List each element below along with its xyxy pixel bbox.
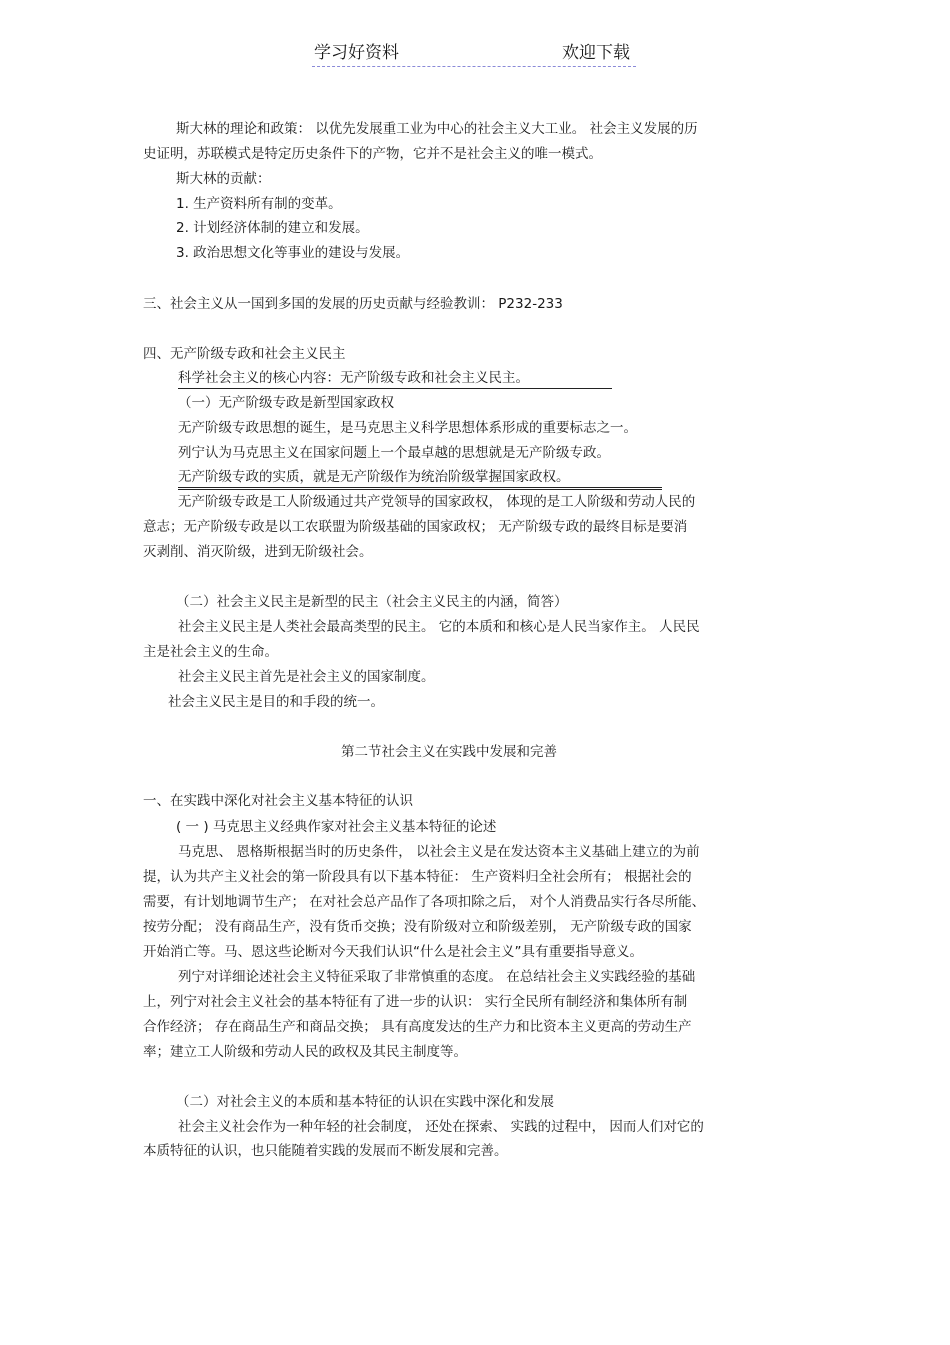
text-line: 需要，有计划地调节生产； 在对社会总产品作了各项扣除之后， 对个人消费品实行各尽所能、 xyxy=(143,894,706,910)
header-left-text: 学习好资料 xyxy=(314,43,399,63)
page-header xyxy=(312,42,636,67)
text-line: 一、在实践中深化对社会主义基本特征的认识 xyxy=(143,793,413,809)
text-line: 第二节社会主义在实践中发展和完善 xyxy=(341,744,557,760)
text-line: 3. 政治思想文化等事业的建设与发展。 xyxy=(176,245,410,261)
text-line: 史证明，苏联模式是特定历史条件下的产物，它并不是社会主义的唯一模式。 xyxy=(143,146,602,162)
text-line: 斯大林的贡献： xyxy=(176,171,271,187)
text-line: 科学社会主义的核心内容：无产阶级专政和社会主义民主。 xyxy=(178,369,612,389)
text-line: 四、无产阶级专政和社会主义民主 xyxy=(143,346,346,362)
text-line: 2. 计划经济体制的建立和发展。 xyxy=(176,220,369,236)
text-line: 1. 生产资料所有制的变革。 xyxy=(176,196,342,212)
text-line: 无产阶级专政是工人阶级通过共产党领导的国家政权， 体现的是工人阶级和劳动人民的 xyxy=(178,494,696,510)
text-line: 灭剥削、消灭阶级，进到无阶级社会。 xyxy=(143,544,373,560)
text-line: 按劳分配； 没有商品生产，没有货币交换；没有阶级对立和阶级差别， 无产阶级专政的国家 xyxy=(143,919,692,935)
text-line: 合作经济； 存在商品生产和商品交换； 具有高度发达的生产力和比资本主义更高的劳动生产 xyxy=(143,1019,692,1035)
text-line: 上，列宁对社会主义社会的基本特征有了进一步的认识： 实行全民所有制经济和集体所有制 xyxy=(143,994,688,1010)
text-line: 无产阶级专政的实质，就是无产阶级作为统治阶级掌握国家政权。 xyxy=(178,468,662,490)
text-line: （一）无产阶级专政是新型国家政权 xyxy=(178,395,394,411)
text-line: 无产阶级专政思想的诞生，是马克思主义科学思想体系形成的重要标志之一。 xyxy=(178,420,637,436)
text-line: 意志；无产阶级专政是以工农联盟为阶级基础的国家政权； 无产阶级专政的最终目标是要消 xyxy=(143,519,688,535)
text-line: 社会主义民主是目的和手段的统一。 xyxy=(168,694,384,710)
text-line: 率；建立工人阶级和劳动人民的政权及其民主制度等。 xyxy=(143,1044,467,1060)
text-line: 斯大林的理论和政策： 以优先发展重工业为中心的社会主义大工业。 社会主义发展的历 xyxy=(176,121,698,137)
text-line: 三、社会主义从一国到多国的发展的历史贡献与经验教训： P232-233 xyxy=(143,296,563,312)
text-line: 社会主义社会作为一种年轻的社会制度， 还处在探索、 实践的过程中， 因而人们对它的 xyxy=(178,1119,704,1135)
text-line: 主是社会主义的生命。 xyxy=(143,644,278,660)
text-line: 开始消亡等。马、恩这些论断对今天我们认识“什么是社会主义”具有重要指导意义。 xyxy=(143,944,643,960)
text-line: 列宁对详细论述社会主义特征采取了非常慎重的态度。 在总结社会主义实践经验的基础 xyxy=(178,969,696,985)
text-line: 提，认为共产主义社会的第一阶段具有以下基本特征： 生产资料归全社会所有； 根据社会的 xyxy=(143,869,692,885)
text-line: ( 一 ) 马克思主义经典作家对社会主义基本特征的论述 xyxy=(176,819,497,835)
text-line: （二）社会主义民主是新型的民主（社会主义民主的内涵，简答） xyxy=(176,594,568,610)
text-line: 列宁认为马克思主义在国家问题上一个最卓越的思想就是无产阶级专政。 xyxy=(178,445,610,461)
text-line: 马克思、 恩格斯根据当时的历史条件， 以社会主义是在发达资本主义基础上建立的为前 xyxy=(178,844,700,860)
header-right-text: 欢迎下载 xyxy=(562,43,630,63)
text-line: 社会主义民主首先是社会主义的国家制度。 xyxy=(178,669,435,685)
text-line: 社会主义民主是人类社会最高类型的民主。 它的本质和和核心是人民当家作主。 人民民 xyxy=(178,619,700,635)
text-line: 本质特征的认识，也只能随着实践的发展而不断发展和完善。 xyxy=(143,1143,508,1159)
text-line: （二）对社会主义的本质和基本特征的认识在实践中深化和发展 xyxy=(176,1094,554,1110)
